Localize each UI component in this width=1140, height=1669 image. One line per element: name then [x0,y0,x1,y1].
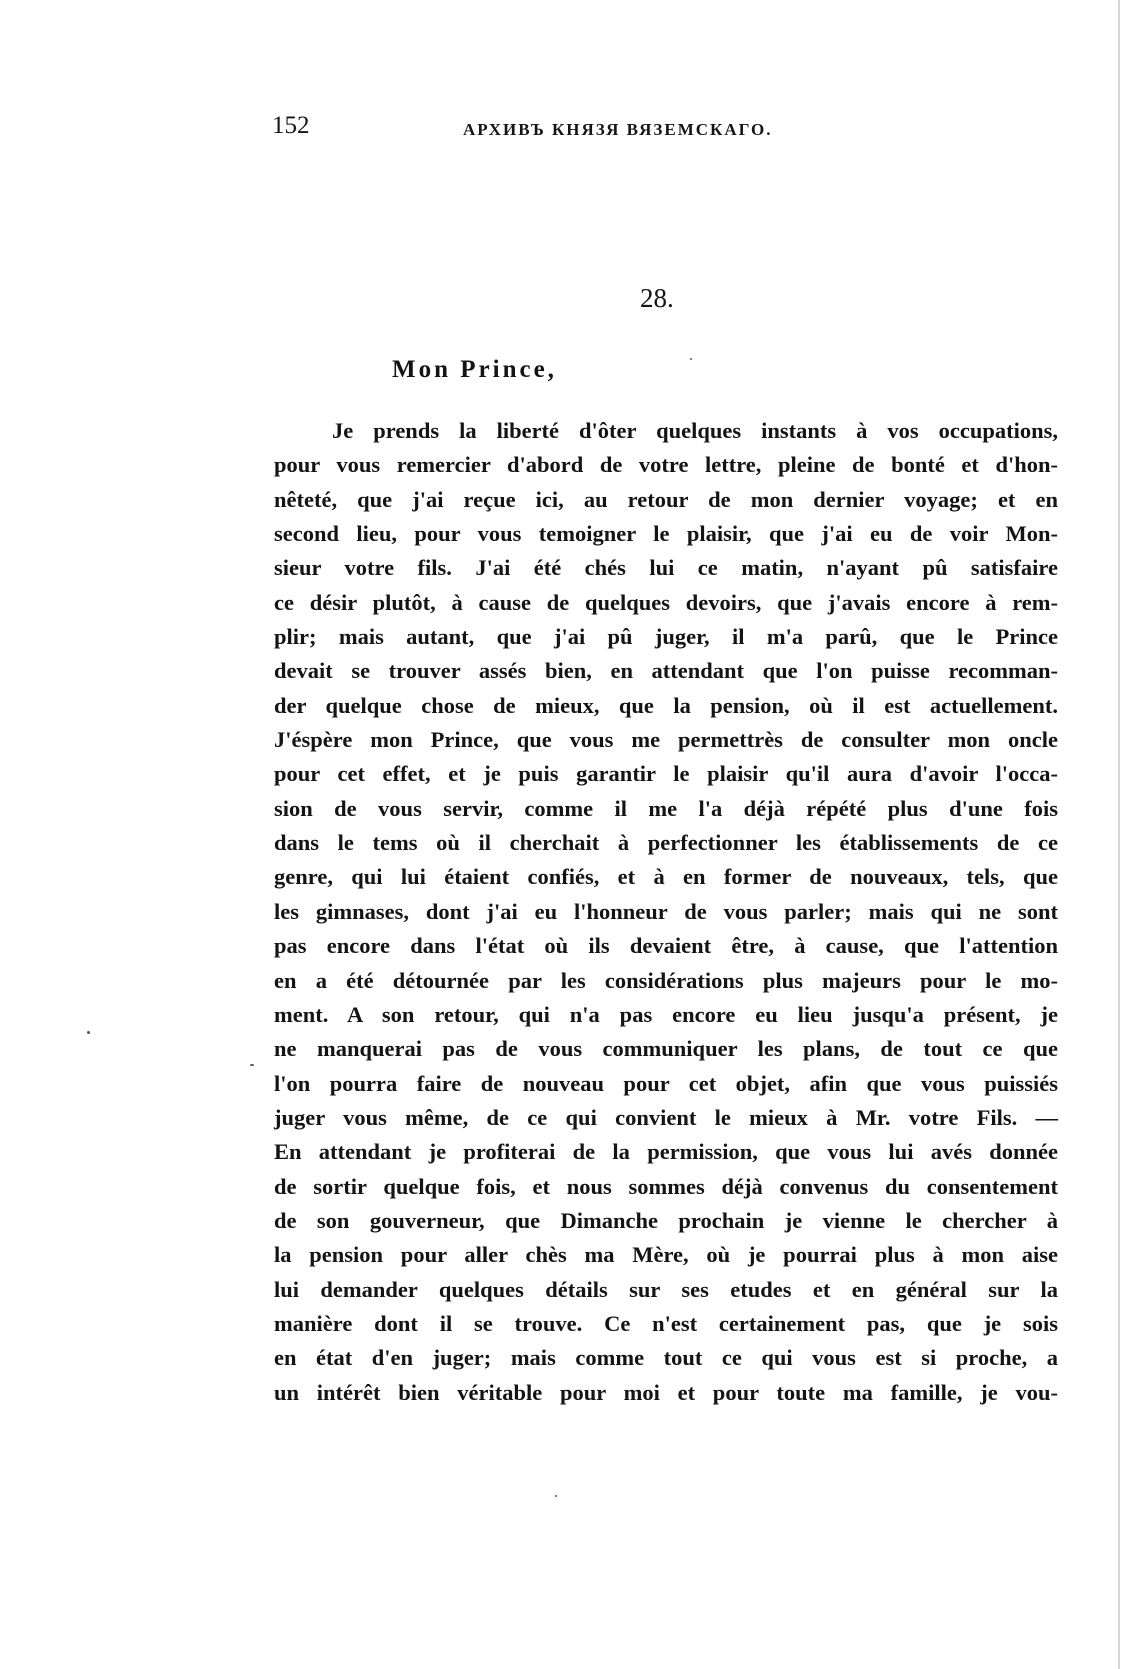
salutation: Mon Prince, [392,356,557,383]
letter-body [274,414,1058,1410]
text-line: plir; mais autant, que j'ai pû juger, il m'a parû, que le Prince [274,624,1058,650]
text-line: dans le tems où il cherchait à perfectionner les établissements de ce [274,830,1058,856]
text-line: sion de vous servir, comme il me l'a déjà répété plus d'une fois [274,795,1058,821]
text-line: lui demander quelques détails sur ses etudes et en général sur la [274,1276,1058,1302]
text-line: second lieu, pour vous temoigner le plaisir, que j'ai eu de voir Mon- [274,521,1058,547]
scan-edge-line [1118,0,1120,1669]
text-line: devait se trouver assés bien, en attendant que l'on puisse recomman- [274,658,1058,684]
text-line: sieur votre fils. J'ai été chés lui ce matin, n'ayant pû satisfaire [274,555,1058,581]
text-line: pas encore dans l'état où ils devaient être, à cause, que l'attention [274,933,1058,959]
text-line: J'éspère mon Prince, que vous me permettrès de consulter mon oncle [274,727,1058,753]
text-line: pour vous remercier d'abord de votre lettre, pleine de bonté et d'hon- [274,452,1058,478]
text-line: en état d'en juger; mais comme tout ce qui vous est si proche, a [274,1345,1058,1371]
text-line: nêteté, que j'ai reçue ici, au retour de mon dernier voyage; et en [274,486,1058,512]
text-line: de son gouverneur, que Dimanche prochain je vienne le chercher à [274,1207,1058,1233]
text-line: ment. A son retour, qui n'a pas encore eu lieu jusqu'a présent, je [274,1001,1058,1027]
text-line: un intérêt bien véritable pour moi et pour toute ma famille, je vou- [274,1379,1058,1405]
text-line: juger vous même, de ce qui convient le mieux à Mr. votre Fils. — [274,1104,1058,1130]
text-line: ne manquerai pas de vous communiquer les plans, de tout ce que [274,1036,1058,1062]
scan-speck [555,1495,557,1497]
scan-speck [87,1031,90,1034]
text-line: pour cet effet, et je puis garantir le plaisir qu'il aura d'avoir l'occa- [274,761,1058,787]
text-line: manière dont il se trouve. Ce n'est certainement pas, que je sois [274,1310,1058,1336]
text-line: en a été détournée par les considérations plus majeurs pour le mo- [274,967,1058,993]
text-line: la pension pour aller chès ma Mère, où je pourrai plus à mon aise [274,1242,1058,1268]
text-line: genre, qui lui étaient confiés, et à en former de nouveaux, tels, que [274,864,1058,890]
page-number: 152 [272,112,310,139]
text-line: Je prends la liberté d'ôter quelques instants à vos occupations, [332,418,1058,443]
text-line: der quelque chose de mieux, que la pension, où il est actuellement. [274,692,1058,718]
text-line: les gimnases, dont j'ai eu l'honneur de vous parler; mais qui ne sont [274,898,1058,924]
text-line: En attendant je profiterai de la permission, que vous lui avés donnée [274,1139,1058,1165]
scan-speck [250,1064,254,1066]
letter-number: 28. [640,283,674,313]
scan-speck [690,358,692,360]
text-line: ce désir plutôt, à cause de quelques devoirs, que j'avais encore à rem- [274,589,1058,615]
text-line: l'on pourra faire de nouveau pour cet objet, afin que vous puissiés [274,1070,1058,1096]
running-title: АРХИВЪ КНЯЗЯ ВЯЗЕМСКАГО. [463,120,773,139]
text-line: de sortir quelque fois, et nous sommes déjà convenus du consentement [274,1173,1058,1199]
